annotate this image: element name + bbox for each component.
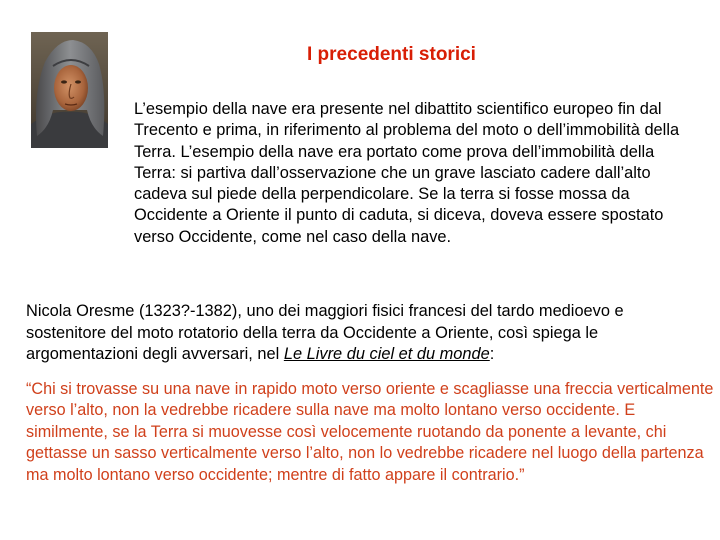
oresme-paragraph xyxy=(26,301,702,366)
oresme-text: Nicola Oresme (1323?-1382), uno dei maggiori fisici francesi del tardo medioevo e sostenitore del moto rotatorio della terra da Occidente a Oriente, così spiega le argomentazioni degli avversari, nel xyxy=(26,302,624,363)
intro-paragraph: L’esempio della nave era presente nel dibattito scientifico europeo fin dal Trecento e prima, in riferimento al problema del moto o dell’immobilità della Terra. L’esempio della nave era portato come prova dell’immobilità della Terra: si partiva dall’osservazione che un grave lasciato cadere dall’alto cadeva sul piede della perpendicolare. Se la terra si fosse mossa da Occidente a Oriente il punto di caduta, si diceva, doveva essere spostato verso Occidente, come nel caso della nave. xyxy=(134,100,680,246)
book-title: Le Livre du ciel et du monde xyxy=(283,345,490,363)
portrait-image xyxy=(31,32,108,148)
oresme-suffix: : xyxy=(489,345,495,363)
oresme-quote: “Chi si trovasse su una nave in rapido moto verso oriente e scagliasse una freccia verticalmente verso l’alto, non la vedrebbe ricadere sulla nave ma molto lontano verso occidente. E similmente, se la Terra si muovesse così velocemente ruotando da ponente a levante, chi gettasse un sasso verticalmente verso l’alto, non lo vedrebbe ricadere nel luogo della partenza ma molto lontano verso occidente; mentre di fatto appare il contrario.” xyxy=(26,380,714,484)
slide-title: I precedenti storici xyxy=(307,44,476,65)
